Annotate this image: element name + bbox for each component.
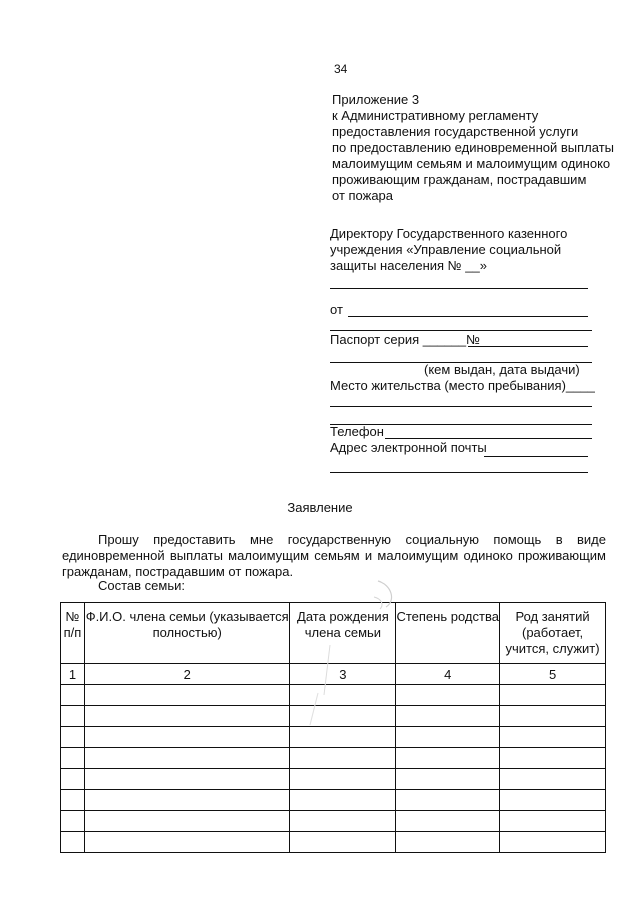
header-number: № п/п — [61, 603, 85, 664]
table-cell[interactable] — [84, 811, 290, 832]
phone-label: Телефон — [330, 424, 384, 439]
table-cell[interactable] — [500, 748, 606, 769]
from-label: от — [330, 302, 343, 317]
appendix-line: по предоставлению единовременной выплаты — [332, 140, 614, 155]
table-cell[interactable] — [61, 769, 85, 790]
table-cell[interactable] — [290, 706, 396, 727]
table-row — [61, 790, 606, 811]
from-field-line[interactable] — [348, 316, 588, 317]
appendix-header — [332, 92, 614, 204]
table-cell[interactable] — [290, 727, 396, 748]
table-cell[interactable] — [396, 727, 500, 748]
addressee-line: защиты населения № __» — [330, 258, 487, 273]
table-cell[interactable] — [290, 748, 396, 769]
appendix-line: от пожара — [332, 188, 394, 203]
table-cell[interactable] — [61, 832, 85, 853]
table-cell[interactable] — [396, 748, 500, 769]
table-cell[interactable] — [84, 727, 290, 748]
table-row — [61, 769, 606, 790]
table-cell[interactable] — [396, 769, 500, 790]
statement-text: Прошу предоставить мне государственную социальную помощь в виде единовременной выплаты малоимущим семьям и малоимущим одиноко проживающим гражданам, пострадавшим от пожара. — [62, 532, 606, 579]
table-cell[interactable] — [396, 790, 500, 811]
table-row — [61, 748, 606, 769]
statement-title: Заявление — [287, 500, 353, 515]
addressee-underline[interactable] — [330, 288, 588, 289]
col-num-3: 3 — [290, 664, 396, 685]
table-cell[interactable] — [61, 811, 85, 832]
col-num-4: 4 — [396, 664, 500, 685]
table-cell[interactable] — [290, 790, 396, 811]
table-cell[interactable] — [84, 706, 290, 727]
addressee-line: учреждения «Управление социальной — [330, 242, 562, 257]
table-row — [61, 685, 606, 706]
table-cell[interactable] — [84, 748, 290, 769]
table-column-numbers-row — [61, 664, 606, 685]
email-line[interactable] — [484, 456, 588, 457]
table-cell[interactable] — [290, 832, 396, 853]
addressee-line: Директору Государственного казенного — [330, 226, 568, 241]
page-number: 34 — [334, 62, 348, 76]
col-num-2: 2 — [84, 664, 290, 685]
table-cell[interactable] — [500, 790, 606, 811]
appendix-line: малоимущим семьям и малоимущим одиноко — [332, 156, 611, 171]
from-field-line-2[interactable] — [330, 330, 592, 331]
phone-line[interactable] — [385, 438, 592, 439]
header-relation: Степень родства — [396, 603, 500, 664]
issued-hint: (кем выдан, дата выдачи) — [424, 362, 580, 377]
table-cell[interactable] — [84, 685, 290, 706]
table-cell[interactable] — [500, 811, 606, 832]
table-cell[interactable] — [396, 706, 500, 727]
appendix-line: Приложение 3 — [332, 92, 420, 107]
addressee-block — [330, 226, 567, 274]
table-cell[interactable] — [500, 706, 606, 727]
table-cell[interactable] — [396, 832, 500, 853]
table-cell[interactable] — [84, 790, 290, 811]
table-row — [61, 727, 606, 748]
table-cell[interactable] — [290, 811, 396, 832]
header-birthdate: Дата рождения члена семьи — [290, 603, 396, 664]
table-cell[interactable] — [61, 790, 85, 811]
family-table — [60, 602, 606, 853]
table-cell[interactable] — [396, 811, 500, 832]
table-cell[interactable] — [61, 727, 85, 748]
col-num-5: 5 — [500, 664, 606, 685]
header-fio: Ф.И.О. члена семьи (указывается полностью) — [84, 603, 290, 664]
table-cell[interactable] — [500, 832, 606, 853]
table-cell[interactable] — [396, 685, 500, 706]
residence-label: Место жительства (место пребывания)____ — [330, 378, 595, 393]
email-label: Адрес электронной почты — [330, 440, 487, 455]
appendix-line: проживающим гражданам, пострадавшим — [332, 172, 587, 187]
table-cell[interactable] — [84, 769, 290, 790]
table-cell[interactable] — [290, 685, 396, 706]
table-row — [61, 706, 606, 727]
appendix-line: предоставления государственной услуги — [332, 124, 579, 139]
table-header-row — [61, 603, 606, 664]
residence-line-1[interactable] — [330, 406, 592, 407]
table-cell[interactable] — [500, 727, 606, 748]
table-cell[interactable] — [61, 706, 85, 727]
statement-body — [62, 532, 606, 580]
table-cell[interactable] — [500, 769, 606, 790]
email-line-2[interactable] — [330, 472, 588, 473]
passport-number-line[interactable] — [468, 346, 588, 347]
table-cell[interactable] — [61, 748, 85, 769]
header-occupation: Род занятий (работает, учится, служит) — [500, 603, 606, 664]
table-cell[interactable] — [290, 769, 396, 790]
table-row — [61, 832, 606, 853]
appendix-line: к Административному регламенту — [332, 108, 539, 123]
table-row — [61, 811, 606, 832]
table-cell[interactable] — [61, 685, 85, 706]
passport-label: Паспорт серия ______№ — [330, 332, 481, 347]
col-num-1: 1 — [61, 664, 85, 685]
family-label: Состав семьи: — [98, 578, 185, 593]
table-cell[interactable] — [500, 685, 606, 706]
table-cell[interactable] — [84, 832, 290, 853]
